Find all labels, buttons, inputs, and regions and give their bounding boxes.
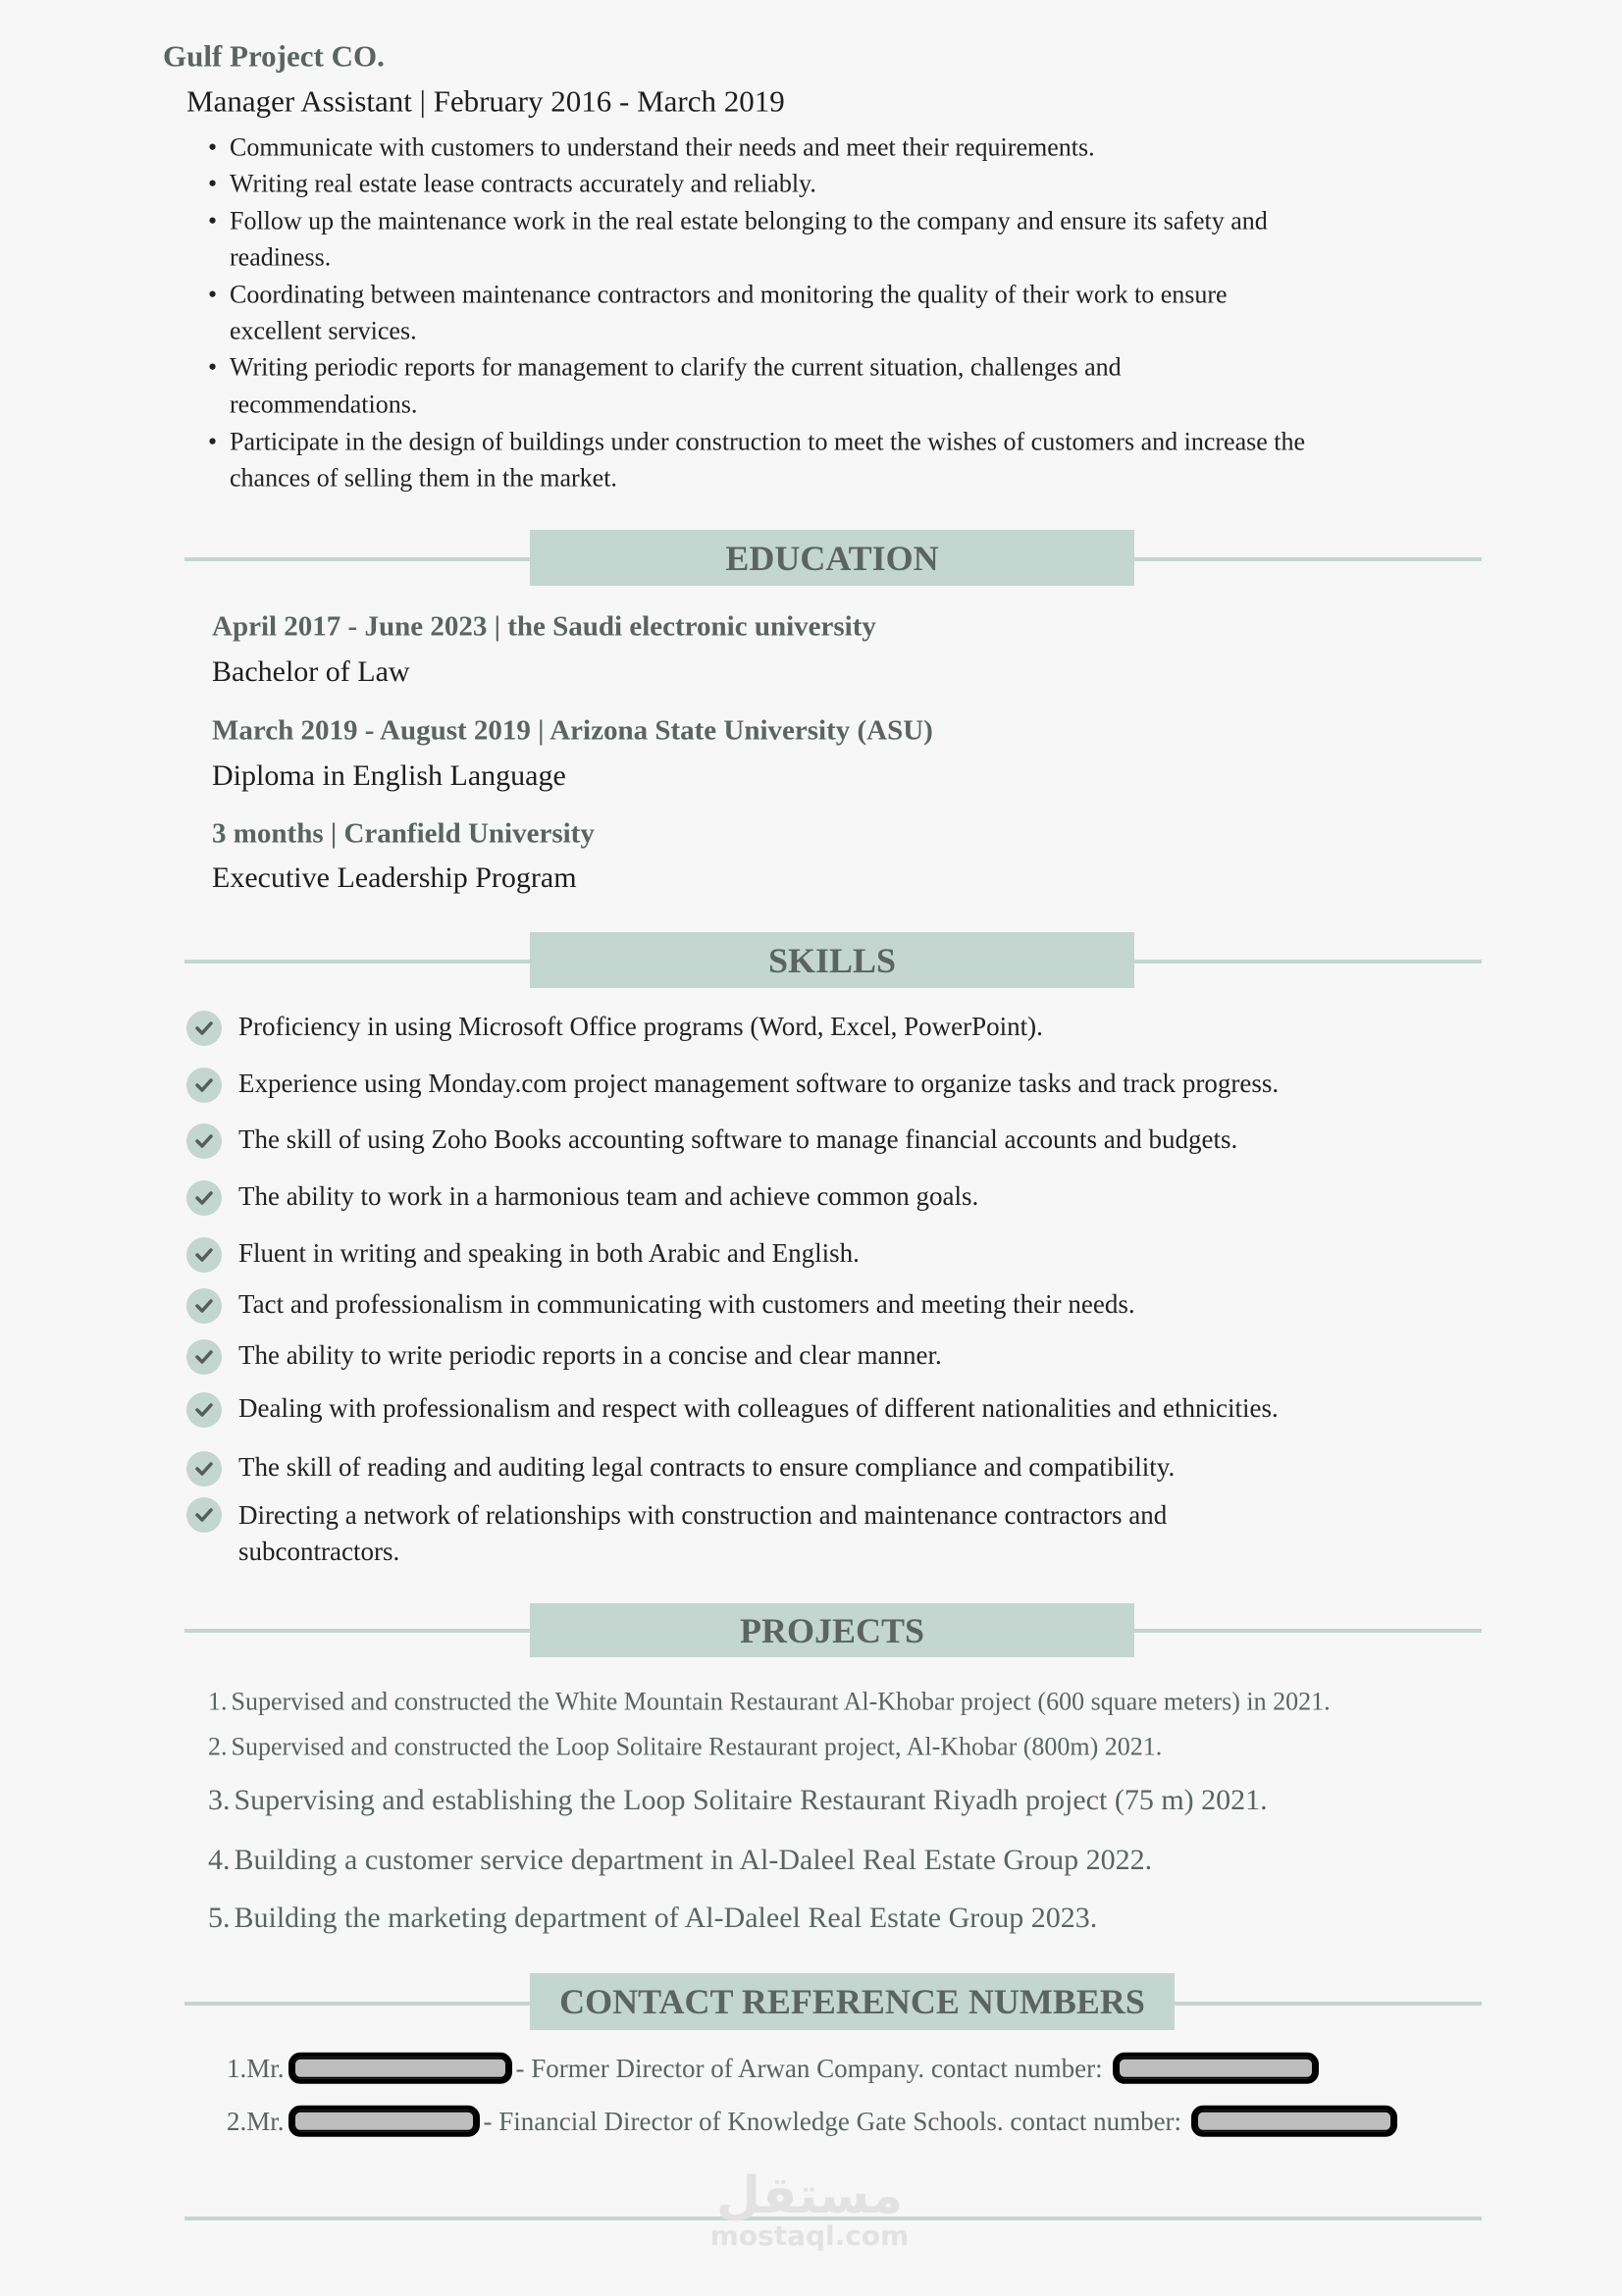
check-icon bbox=[186, 1237, 222, 1273]
list-item: • Communicate with customers to understand their needs and meet their requirements. bbox=[208, 132, 1095, 162]
skill-text: The ability to write periodic reports in a concise and clear manner. bbox=[238, 1340, 942, 1370]
redacted-name bbox=[288, 2053, 512, 2084]
skill-item bbox=[186, 1392, 1279, 1428]
list-item: • Participate in the design of buildings under construction to meet the wishes of customers and increase the bbox=[208, 427, 1306, 456]
skill-text: Experience using Monday.com project management software to organize tasks and track progress. bbox=[238, 1069, 1280, 1098]
redacted-name bbox=[288, 2106, 480, 2137]
redacted-number bbox=[1191, 2106, 1397, 2137]
list-item-cont: recommendations. bbox=[230, 390, 418, 419]
skill-line: Directing a network of relationships with construction and maintenance contractors and bbox=[238, 1500, 1168, 1530]
skill-text: Tact and professionalism in communicating with customers and meeting their needs. bbox=[238, 1289, 1135, 1319]
skill-text: The skill of reading and auditing legal contracts to ensure compliance and compatibility. bbox=[238, 1452, 1176, 1482]
education-heading: April 2017 - June 2023 | the Saudi electronic university bbox=[212, 610, 876, 643]
skill-item bbox=[186, 1288, 1135, 1324]
skill-text: Fluent in writing and speaking in both Arabic and English. bbox=[238, 1238, 860, 1268]
contact-item bbox=[227, 2053, 1323, 2084]
contact-item bbox=[227, 2106, 1401, 2137]
project-item: 2. Supervised and constructed the Loop Solitaire Restaurant project, Al-Khobar (800m) 2021. bbox=[208, 1732, 1163, 1761]
skill-text: Proficiency in using Microsoft Office programs (Word, Excel, PowerPoint). bbox=[238, 1012, 1043, 1041]
education-degree: Diploma in English Language bbox=[212, 759, 566, 792]
check-icon bbox=[186, 1392, 222, 1428]
skill-item bbox=[186, 1011, 1043, 1046]
project-item: 1. Supervised and constructed the White Mountain Restaurant Al-Khobar project (600 square meters) in 2021. bbox=[208, 1687, 1331, 1716]
skill-item bbox=[186, 1451, 1175, 1487]
skill-item bbox=[186, 1123, 1237, 1159]
skill-item bbox=[186, 1237, 860, 1273]
education-heading: 3 months | Cranfield University bbox=[212, 817, 595, 850]
contact-prefix: 2.Mr. bbox=[227, 2106, 285, 2136]
check-icon bbox=[186, 1068, 222, 1103]
skill-item bbox=[186, 1068, 1279, 1103]
list-item-cont: readiness. bbox=[230, 242, 332, 272]
education-degree: Executive Leadership Program bbox=[212, 861, 577, 894]
check-icon bbox=[186, 1497, 222, 1533]
watermark-logo: مستقل bbox=[715, 2166, 904, 2225]
education-heading: March 2019 - August 2019 | Arizona State University (ASU) bbox=[212, 714, 933, 747]
skill-text: The skill of using Zoho Books accounting software to manage financial accounts and budgets. bbox=[238, 1124, 1238, 1154]
check-icon bbox=[186, 1451, 222, 1487]
section-heading-skills: SKILLS bbox=[530, 932, 1134, 988]
section-heading-projects: PROJECTS bbox=[530, 1603, 1134, 1657]
check-icon bbox=[186, 1123, 222, 1159]
skill-item bbox=[186, 1180, 978, 1216]
skill-item bbox=[186, 1497, 1167, 1570]
list-item: • Writing periodic reports for management to clarify the current situation, challenges and bbox=[208, 352, 1122, 382]
project-item: 5. Building the marketing department of Al-Daleel Real Estate Group 2023. bbox=[208, 1902, 1098, 1934]
section-heading-contacts: CONTACT REFERENCE NUMBERS bbox=[530, 1973, 1175, 2030]
check-icon bbox=[186, 1011, 222, 1046]
project-item: 3. Supervising and establishing the Loop Solitaire Restaurant Riyadh project (75 m) 2021. bbox=[208, 1784, 1268, 1816]
check-icon bbox=[186, 1339, 222, 1375]
education-degree: Bachelor of Law bbox=[212, 655, 410, 688]
list-item: • Writing real estate lease contracts accurately and reliably. bbox=[208, 169, 816, 198]
skill-line: subcontractors. bbox=[238, 1537, 400, 1566]
project-item: 4. Building a customer service department in Al-Daleel Real Estate Group 2022. bbox=[208, 1844, 1153, 1876]
redacted-number bbox=[1113, 2053, 1319, 2084]
check-icon bbox=[186, 1180, 222, 1216]
list-item-cont: chances of selling them in the market. bbox=[230, 463, 617, 493]
skill-item bbox=[186, 1339, 942, 1375]
contact-text: - Former Director of Arwan Company. contact number: bbox=[515, 2053, 1103, 2083]
skill-text bbox=[238, 1497, 1167, 1570]
section-heading-education: EDUCATION bbox=[530, 530, 1134, 586]
skill-text: Dealing with professionalism and respect with colleagues of different nationalities and ethnicities. bbox=[238, 1393, 1279, 1423]
company-name: Gulf Project CO. bbox=[163, 38, 385, 74]
skill-text: The ability to work in a harmonious team and achieve common goals. bbox=[238, 1181, 979, 1211]
job-role: Manager Assistant | February 2016 - March 2019 bbox=[186, 83, 785, 119]
list-item-cont: excellent services. bbox=[230, 316, 417, 345]
watermark-text: mostaql.com bbox=[709, 2219, 910, 2252]
contact-text: - Financial Director of Knowledge Gate Schools. contact number: bbox=[483, 2106, 1182, 2136]
list-item: • Coordinating between maintenance contractors and monitoring the quality of their work to ensure bbox=[208, 280, 1228, 309]
list-item: • Follow up the maintenance work in the real estate belonging to the company and ensure its safety and bbox=[208, 206, 1268, 235]
check-icon bbox=[186, 1288, 222, 1324]
contact-prefix: 1.Mr. bbox=[227, 2053, 285, 2083]
